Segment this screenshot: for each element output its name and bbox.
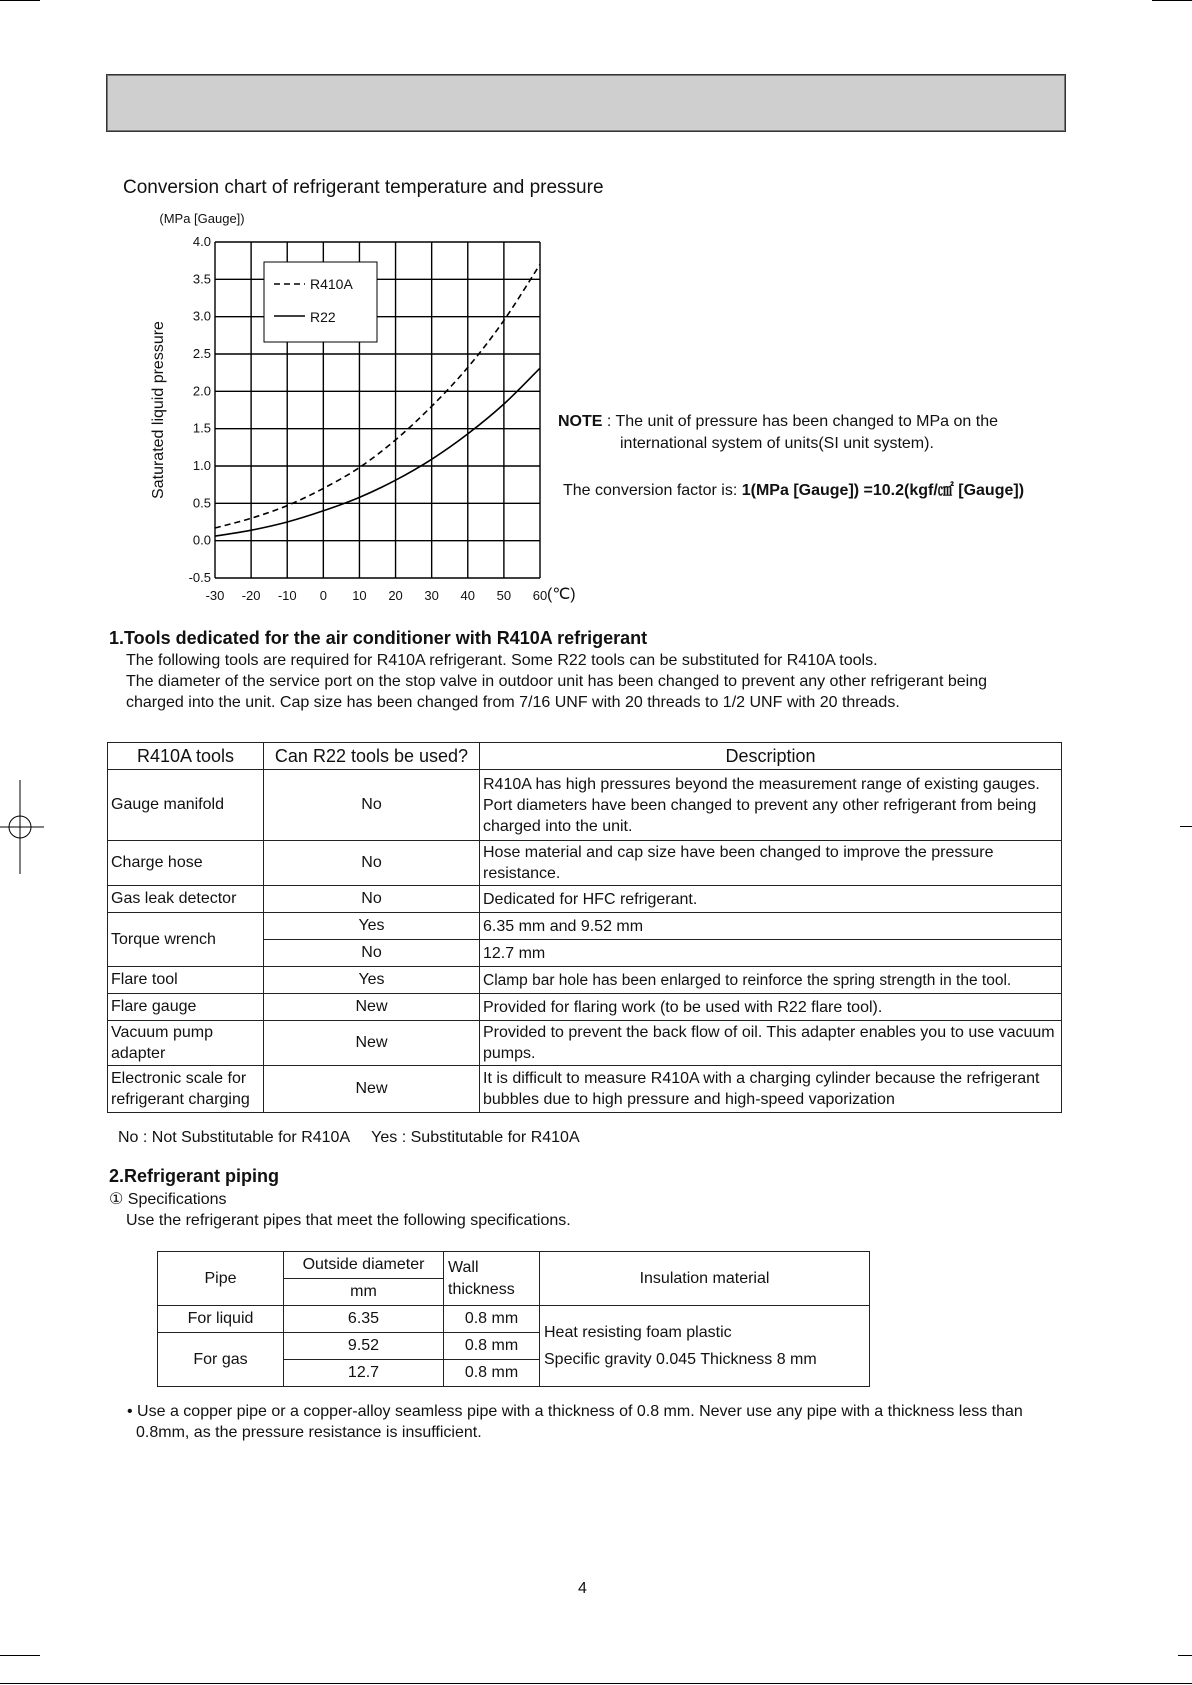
note-block	[558, 411, 1078, 455]
table-row	[108, 1021, 1062, 1066]
tool-can-use: New	[264, 1021, 480, 1066]
x-tick-label: 20	[388, 588, 403, 603]
y-tick-label: 1.0	[192, 458, 211, 473]
tool-can-use: No	[264, 770, 480, 841]
tool-name: Charge hose	[108, 841, 264, 886]
table-header-row	[158, 1252, 870, 1279]
header-band	[106, 74, 1066, 132]
tool-can-use: No	[264, 886, 480, 913]
section-1-para-3: charged into the unit. Cap size has been changed from 7/16 UNF with 20 threads to 1/2 UNF with 20 threads.	[126, 694, 900, 711]
x-tick-label: 50	[496, 588, 512, 603]
wall-value: 0.8 mm	[444, 1360, 540, 1387]
tool-name: Flare gauge	[108, 994, 264, 1021]
tool-description: Provided for flaring work (to be used with R22 flare tool).	[480, 994, 1062, 1021]
tool-description: R410A has high pressures beyond the measurement range of existing gauges. Port diameters have been changed to prevent any other refrigerant from being charged into the unit.	[480, 770, 1062, 841]
tool-description: 12.7 mm	[480, 940, 1062, 967]
crop-mark	[0, 1655, 40, 1656]
tool-name: Torque wrench	[108, 913, 264, 967]
tool-name: Gauge manifold	[108, 770, 264, 841]
insulation-line-1: Heat resisting foam plastic	[544, 1324, 732, 1341]
tool-description: Dedicated for HFC refrigerant.	[480, 886, 1062, 913]
insulation-value	[540, 1306, 870, 1387]
diameter-value: 9.52	[284, 1333, 444, 1360]
header-pipe: Pipe	[158, 1252, 284, 1306]
registration-mark	[0, 780, 44, 874]
header-insulation: Insulation material	[540, 1252, 870, 1306]
table-row	[108, 994, 1062, 1021]
note-line-1	[558, 411, 1078, 433]
tool-can-use: New	[264, 994, 480, 1021]
legend-label-r410a: R410A	[310, 276, 353, 292]
header-outside-diameter: Outside diameter	[284, 1252, 444, 1279]
y-tick-label: -0.5	[188, 570, 211, 585]
crop-mark	[1152, 0, 1192, 1]
bottom-rule	[0, 1683, 1192, 1684]
y-tick-label: 2.0	[192, 383, 211, 399]
tool-can-use: Yes	[264, 913, 480, 940]
section-1-heading: 1.Tools dedicated for the air conditioner with R410A refrigerant	[109, 628, 648, 648]
y-tick-label: 2.5	[192, 346, 211, 361]
table-row	[108, 841, 1062, 886]
tool-name: Gas leak detector	[108, 886, 264, 913]
pipe-liquid: For liquid	[158, 1306, 284, 1333]
diameter-value: 6.35	[284, 1306, 444, 1333]
section-2-para: Use the refrigerant pipes that meet the following specifications.	[126, 1212, 571, 1229]
pressure-temperature-chart	[140, 205, 603, 610]
x-tick-label: 0	[319, 588, 327, 603]
y-tick-label: 3.0	[192, 308, 211, 324]
tool-can-use: Yes	[264, 967, 480, 994]
insulation-line-2: Specific gravity 0.045 Thickness 8 mm	[544, 1351, 817, 1368]
header-wall-thickness: Wall thickness	[444, 1252, 540, 1306]
header-can-r22: Can R22 tools be used?	[264, 743, 480, 770]
table-row	[108, 1066, 1062, 1113]
y-tick-label: 0.5	[192, 495, 211, 511]
y-tick-label: 3.5	[192, 271, 211, 287]
tool-description: Hose material and cap size have been changed to improve the pressure resistance.	[480, 841, 1062, 886]
table-header-row	[108, 743, 1062, 770]
y-tick-label: 0.0	[192, 532, 211, 548]
page-number: 4	[578, 1580, 587, 1597]
crop-mark	[1180, 826, 1192, 827]
x-tick-label: -30	[205, 588, 225, 603]
x-tick-label: -20	[241, 588, 261, 603]
section-2-heading: 2.Refrigerant piping	[109, 1166, 280, 1186]
chart-title: Conversion chart of refrigerant temperature and pressure	[123, 177, 604, 198]
tool-description: Clamp bar hole has been enlarged to reinforce the spring strength in the tool.	[480, 967, 1062, 994]
crop-mark	[1178, 1655, 1192, 1656]
header-r410a-tools: R410A tools	[108, 743, 264, 770]
tool-can-use: New	[264, 1066, 480, 1113]
diameter-value: 12.7	[284, 1360, 444, 1387]
table-row	[108, 967, 1062, 994]
tool-can-use: No	[264, 940, 480, 967]
conversion-value: 1(MPa [Gauge]) =10.2(kgf/㎠ [Gauge])	[741, 482, 1025, 499]
table-row	[108, 770, 1062, 841]
pipe-gas: For gas	[158, 1333, 284, 1387]
note-label: NOTE	[558, 413, 603, 430]
conversion-prefix: The conversion factor is:	[563, 482, 742, 499]
tool-description: Provided to prevent the back flow of oil. This adapter enables you to use vacuum pumps.	[480, 1021, 1062, 1066]
tool-description: 6.35 mm and 9.52 mm	[480, 913, 1062, 940]
wall-value: 0.8 mm	[444, 1333, 540, 1360]
tool-name: Electronic scale for refrigerant charging	[108, 1066, 264, 1113]
y-tick-label: 4.0	[192, 234, 211, 249]
table-footnote: No : Not Substitutable for R410A Yes : Substitutable for R410A	[118, 1129, 580, 1146]
section-1-para-2: The diameter of the service port on the stop valve in outdoor unit has been changed to prevent any other refrigerant being	[126, 673, 987, 690]
tool-can-use: No	[264, 841, 480, 886]
x-tick-label: 30	[424, 588, 439, 603]
copper-pipe-note: • Use a copper pipe or a copper-alloy seamless pipe with a thickness of 0.8 mm. Never use any pipe with a thickness less than 0.8mm, as the pressure resistance is insufficient.	[127, 1403, 1023, 1441]
y-unit-label: (MPa [Gauge])	[159, 211, 245, 226]
table-row	[158, 1306, 870, 1333]
tool-name: Flare tool	[108, 967, 264, 994]
x-tick-label: 60	[532, 588, 548, 603]
note-text-1: : The unit of pressure has been changed to MPa on the	[606, 413, 998, 430]
header-mm: mm	[284, 1279, 444, 1306]
tools-table	[107, 742, 1062, 1113]
y-tick-label: 1.5	[192, 420, 211, 436]
tool-description: It is difficult to measure R410A with a charging cylinder because the refrigerant bubbles due to high pressure and high-speed vaporization	[480, 1066, 1062, 1113]
table-row	[108, 886, 1062, 913]
table-row	[108, 913, 1062, 940]
series-line-r22	[215, 368, 540, 536]
wall-value: 0.8 mm	[444, 1306, 540, 1333]
conversion-factor	[563, 477, 1024, 500]
legend-label-r22: R22	[310, 309, 336, 325]
legend-box	[264, 262, 377, 342]
x-unit-label: (℃)	[547, 586, 576, 603]
section-1-para-1: The following tools are required for R410A refrigerant. Some R22 tools can be substituted for R410A tools.	[126, 652, 878, 669]
note-text-2: international system of units(SI unit system).	[620, 435, 934, 452]
y-axis-label: Saturated liquid pressure	[150, 321, 167, 499]
tool-name: Vacuum pump adapter	[108, 1021, 264, 1066]
crop-mark	[0, 0, 40, 1]
x-tick-label: 40	[460, 588, 476, 603]
section-2-sub: ① Specifications	[109, 1191, 227, 1208]
pipe-spec-table	[157, 1251, 870, 1387]
x-tick-label: -10	[277, 588, 297, 603]
header-description: Description	[480, 743, 1062, 770]
x-tick-label: 10	[352, 588, 367, 603]
